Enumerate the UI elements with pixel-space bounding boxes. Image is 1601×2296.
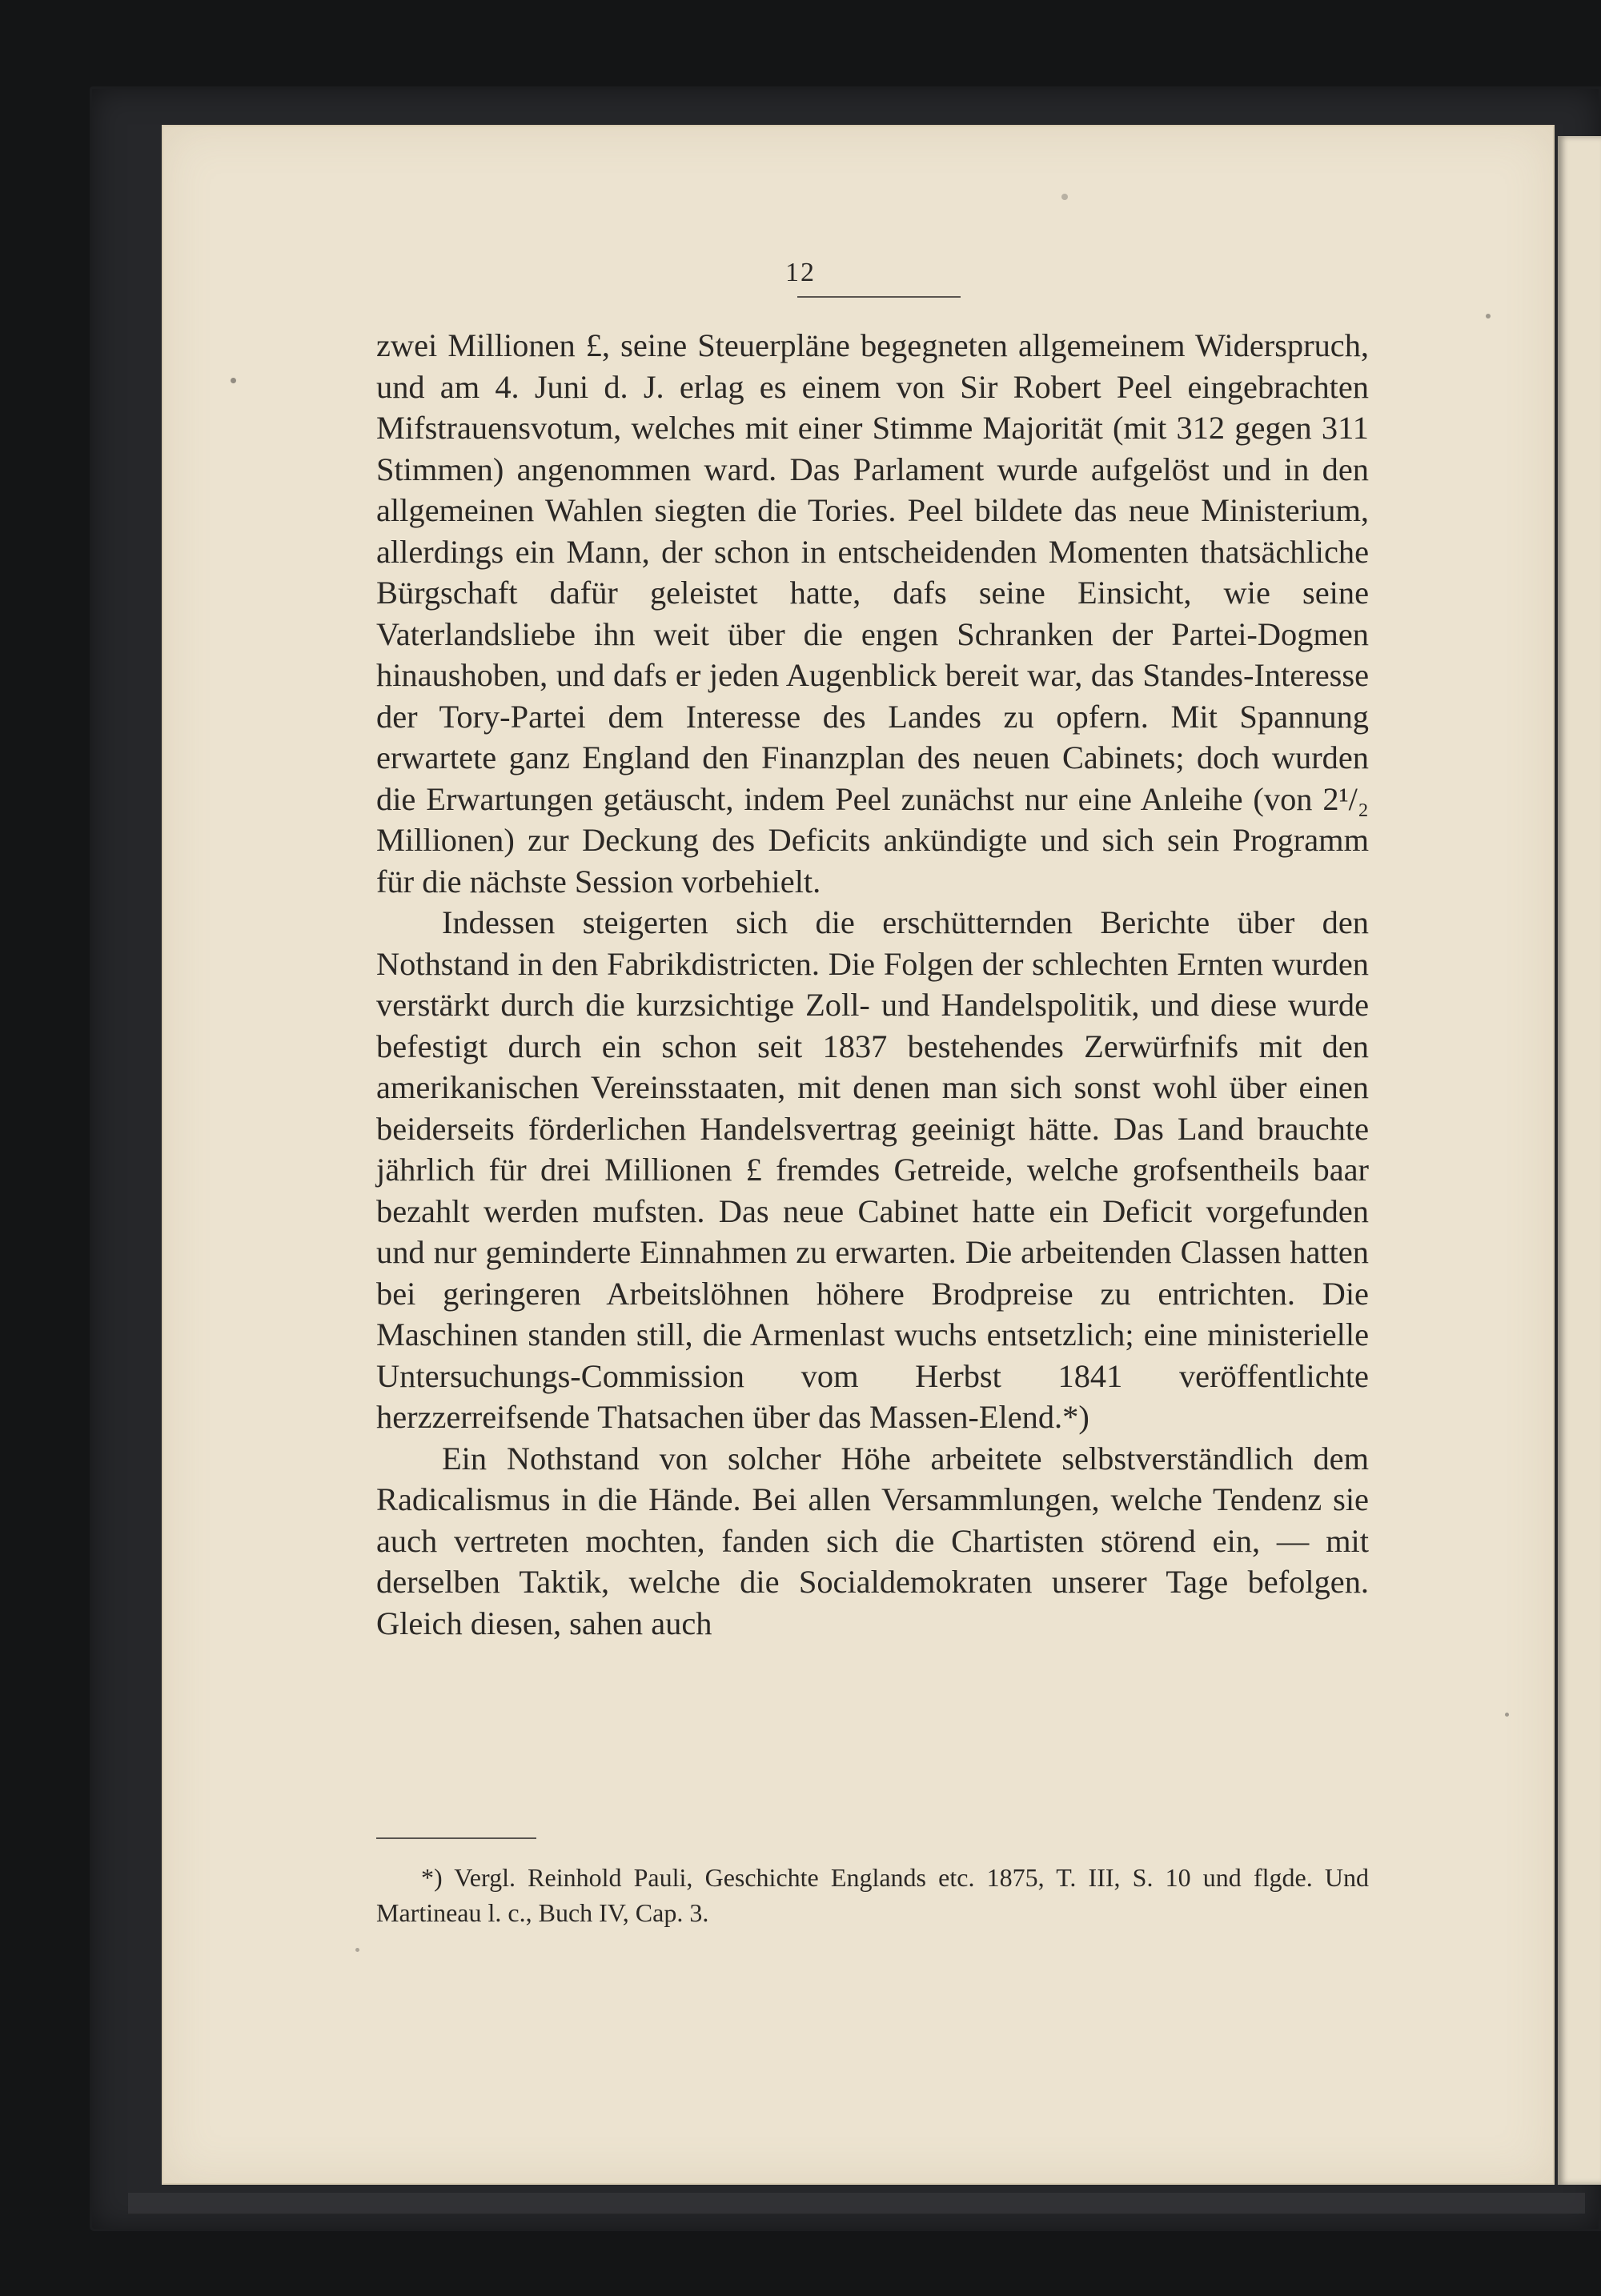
header-rule	[797, 296, 961, 298]
cover-edge	[128, 2193, 1585, 2214]
paper-speck	[1505, 1713, 1509, 1717]
paper-speck	[1061, 194, 1068, 200]
paragraph-3: Ein Nothstand von solcher Höhe arbeitete selbstverständlich dem Radicalismus in die Hände. Bei allen Versammlungen, welche Tendenz sie auch vertreten mochten, fanden sich die Chartisten störend ein, — mit derselben Taktik, welche die Socialdemokraten unserer Tage befolgen. Gleich diesen, sahen auch	[376, 1440, 1369, 1641]
paper-speck	[355, 1948, 359, 1952]
paper-speck	[1486, 314, 1491, 319]
footnote: *) Vergl. Reinhold Pauli, Geschichte Englands etc. 1875, T. III, S. 10 und flgde. Und Martineau l. c., Buch IV, Cap. 3.	[376, 1863, 1369, 1927]
paper-speck	[231, 378, 236, 383]
page-number: 12	[785, 258, 816, 287]
paragraph-2: Indessen steigerten sich die erschütternden Berichte über den Nothstand in den Fabrikdistricten. Die Folgen der schlechten Ernten wurden verstärkt durch die kurzsichtige Zoll- und Handelspolitik, und diese wurde befestigt durch ein schon seit 1837 bestehendes Zerwürfnifs mit den amerikanischen Vereinsstaaten, mit denen man sich sonst wohl über einen beiderseits förderlichen Handelsvertrag geeinigt hätte. Das Land brauchte jährlich für drei Millionen £ fremdes Getreide, welche grofsentheils baar bezahlt werden mufsten. Das neue Cabinet hatte ein Deficit vorgefunden und nur geminderte Einnahmen zu erwarten. Die arbeitenden Classen hatten bei geringeren Arbeitslöhnen höhere Brodpreise zu entrichten. Die Maschinen standen still, die Armenlast wuchs entsetzlich; eine ministerielle Untersuchungs-Commission vom Herbst 1841 veröffentlichte herzzerreifsende Thatsachen über das Massen-Elend.*)	[376, 904, 1369, 1435]
footnote-rule	[376, 1837, 536, 1839]
body-text	[376, 325, 1369, 1644]
facing-page	[1558, 136, 1601, 2185]
paragraph-1: zwei Millionen £, seine Steuerpläne begegneten allgemeinem Widerspruch, und am 4. Juni d. J. erlag es einem von Sir Robert Peel eingebrachten Mifstrauensvotum, welches mit einer Stimme Majorität (mit 312 gegen 311 Stimmen) angenommen ward. Das Parlament wurde aufgelöst und in den allgemeinen Wahlen siegten die Tories. Peel bildete das neue Ministerium, allerdings ein Mann, der schon in entscheidenden Momenten thatsächliche Bürgschaft dafür geleistet hatte, dafs seine Einsicht, wie seine Vaterlandsliebe ihn weit über die engen Schranken der Partei-Dogmen hinaushoben, und dafs er jeden Augenblick bereit war, das Standes-Interesse der Tory-Partei dem Interesse des Landes zu opfern. Mit Spannung erwartete ganz England den Finanzplan des neuen Cabinets; doch wurden die Erwartungen getäuscht, indem Peel zunächst nur eine Anleihe (von 2¹/₂ Millionen) zur Deckung des Deficits ankündigte und sich sein Programm für die nächste Session vorbehielt.	[376, 327, 1369, 900]
